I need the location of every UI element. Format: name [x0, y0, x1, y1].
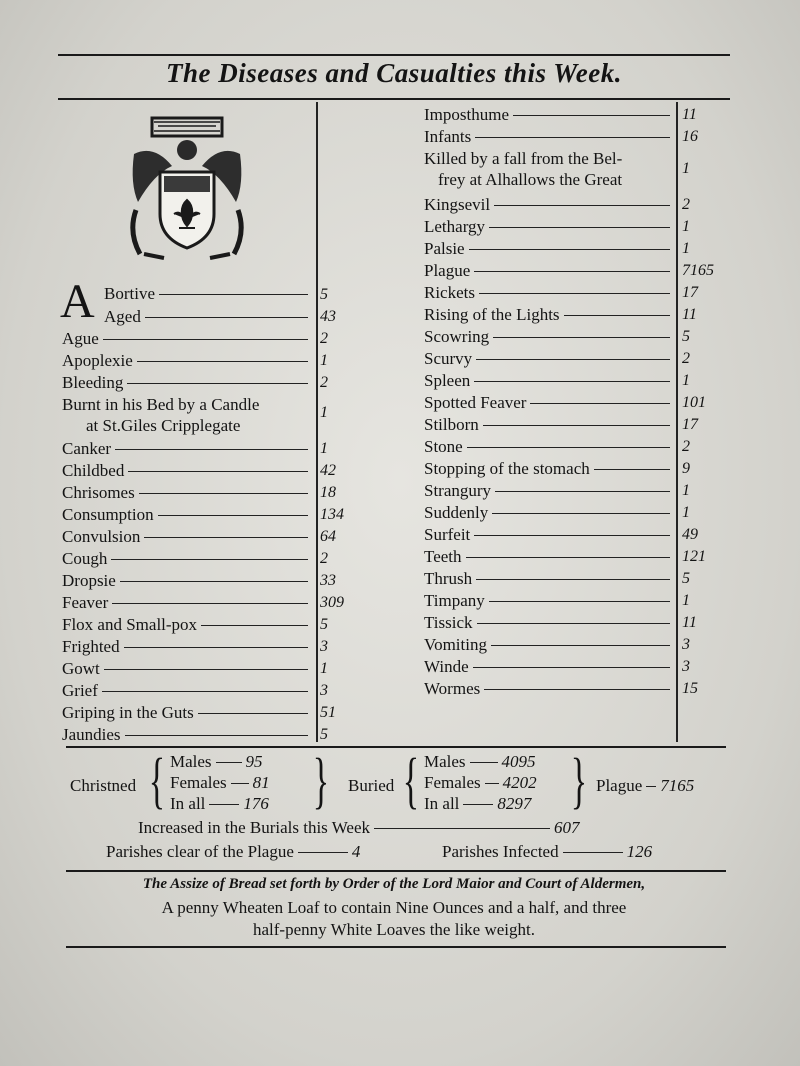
buried-total: In all 8297 — [424, 794, 532, 813]
disease-name: Teeth — [424, 547, 462, 566]
disease-entry-right-0 — [424, 104, 674, 126]
disease-name: Cough — [62, 549, 108, 568]
count-right-5: 1 — [682, 240, 690, 257]
count-right-24: 3 — [682, 658, 690, 675]
count-right-21: 1 — [682, 592, 690, 609]
disease-name: Consumption — [62, 505, 154, 524]
disease-entry-right-21 — [424, 590, 674, 612]
disease-entry-left-0 — [104, 306, 312, 328]
count-right-9: 5 — [682, 328, 690, 345]
disease-name: Childbed — [62, 461, 125, 480]
disease-name: Scowring — [424, 327, 490, 346]
christened-right-brace: } — [312, 747, 330, 815]
assize-heading: The Assize of Bread set forth by Order of the Lord Maior and Court of Aldermen, — [142, 876, 646, 892]
disease-name: Convulsion — [62, 527, 141, 546]
disease-entry-left-10 — [62, 548, 312, 570]
count-left-14: 3 — [320, 638, 328, 655]
buried-label: Buried — [348, 776, 395, 795]
disease-entry-left-18 — [62, 724, 312, 746]
count-left-12: 309 — [320, 594, 344, 611]
count-right-11: 1 — [682, 372, 690, 389]
disease-name: Scurvy — [424, 349, 473, 368]
disease-entry-right-5 — [424, 238, 674, 260]
count-right-1: 16 — [682, 128, 698, 145]
count-left-16: 3 — [320, 682, 328, 699]
count-right-18: 49 — [682, 526, 698, 543]
disease-entry-right-14 — [424, 436, 674, 458]
disease-name: Gowt — [62, 659, 100, 678]
count-right-12: 101 — [682, 394, 706, 411]
christened-label: Christned — [70, 776, 137, 795]
count-right-20: 5 — [682, 570, 690, 587]
disease-name: Chrisomes — [62, 483, 135, 502]
count-left-2: 1 — [320, 352, 328, 369]
count-right-16: 1 — [682, 482, 690, 499]
disease-name: Aged — [104, 307, 141, 326]
count-left-3: 2 — [320, 374, 328, 391]
disease-entry-right-10 — [424, 348, 674, 370]
disease-name-line1: Killed by a fall from the Bel- — [424, 149, 623, 168]
disease-name: Frighted — [62, 637, 120, 656]
disease-name: Timpany — [424, 591, 485, 610]
disease-name: Dropsie — [62, 571, 116, 590]
top-rule — [58, 54, 730, 56]
disease-entry-right-2 — [424, 148, 674, 190]
count-right-10: 2 — [682, 350, 690, 367]
count-right-14: 2 — [682, 438, 690, 455]
disease-entry-right-11 — [424, 370, 674, 392]
disease-name: Stopping of the stomach — [424, 459, 590, 478]
count-right-23: 3 — [682, 636, 690, 653]
disease-entry-right-25 — [424, 678, 674, 700]
disease-entry-right-23 — [424, 634, 674, 656]
disease-entry-right-8 — [424, 304, 674, 326]
burials-increase: Increased in the Burials this Week 607 — [138, 818, 580, 837]
disease-name: Ague — [62, 329, 99, 348]
bottom-rule — [66, 946, 726, 948]
christened-males: Males 95 — [170, 752, 263, 771]
count-right-8: 11 — [682, 306, 697, 323]
disease-entry-right-9 — [424, 326, 674, 348]
disease-entry-left-6 — [62, 460, 312, 482]
disease-entry-right-20 — [424, 568, 674, 590]
count-right-2: 1 — [682, 160, 690, 177]
disease-entry-right-15 — [424, 458, 674, 480]
parishes-infected: Parishes Infected 126 — [442, 842, 653, 861]
parishes-clear: Parishes clear of the Plague 4 — [106, 842, 361, 861]
count-left-17: 51 — [320, 704, 336, 721]
disease-entry-right-6 — [424, 260, 674, 282]
disease-name: Strangury — [424, 481, 492, 500]
count-left-13: 5 — [320, 616, 328, 633]
buried-right-brace: } — [570, 747, 588, 815]
disease-entry-left-4 — [62, 394, 312, 436]
count-left-1: 2 — [320, 330, 328, 347]
count-left-10: 2 — [320, 550, 328, 567]
count-right-3: 2 — [682, 196, 690, 213]
disease-entry-right-16 — [424, 480, 674, 502]
disease-entry-right-17 — [424, 502, 674, 524]
disease-name: Surfeit — [424, 525, 471, 544]
title-underline — [58, 98, 730, 100]
disease-entry-left-7 — [62, 482, 312, 504]
disease-entry-left-15 — [62, 658, 312, 680]
disease-name: Stone — [424, 437, 463, 456]
disease-name: Tissick — [424, 613, 473, 632]
disease-entry-left-17 — [62, 702, 312, 724]
count-right-4: 1 — [682, 218, 690, 235]
count-left-11: 33 — [320, 572, 336, 589]
disease-entry-right-22 — [424, 612, 674, 634]
count-left-9: 64 — [320, 528, 336, 545]
disease-entry-right-13 — [424, 414, 674, 436]
disease-name-line1: Burnt in his Bed by a Candle — [62, 395, 260, 414]
disease-name: Plague — [424, 261, 471, 280]
count-left-7: 18 — [320, 484, 336, 501]
count-right-25: 15 — [682, 680, 698, 697]
count-abortive: 5 — [320, 286, 328, 303]
disease-name: Feaver — [62, 593, 109, 612]
disease-name-line2: at St.Giles Cripplegate — [86, 416, 241, 435]
disease-name: Jaundies — [62, 725, 121, 744]
count-right-15: 9 — [682, 460, 690, 477]
disease-name: Kingsevil — [424, 195, 491, 214]
disease-name: Suddenly — [424, 503, 489, 522]
disease-entry-left-3 — [62, 372, 312, 394]
disease-name: Winde — [424, 657, 469, 676]
disease-name: Imposthume — [424, 105, 509, 124]
disease-name: Palsie — [424, 239, 465, 258]
disease-entry-right-4 — [424, 216, 674, 238]
assize-line-2: half-penny White Loaves the like weight. — [253, 920, 535, 939]
assize-line-1: A penny Wheaten Loaf to contain Nine Ounces and a half, and three — [161, 898, 627, 917]
drop-cap: A — [60, 275, 95, 328]
count-right-6: 7165 — [682, 262, 714, 279]
disease-name: Grief — [62, 681, 98, 700]
disease-name: Flox and Small-pox — [62, 615, 198, 634]
disease-name: Thrush — [424, 569, 473, 588]
count-left-18: 5 — [320, 726, 328, 743]
disease-name: Spleen — [424, 371, 471, 390]
disease-entry-left-8 — [62, 504, 312, 526]
disease-entry-left-2 — [62, 350, 312, 372]
bill-sheet — [58, 54, 730, 952]
disease-name-line2: frey at Alhallows the Great — [438, 170, 623, 189]
disease-entry-right-3 — [424, 194, 674, 216]
column-divider — [316, 102, 318, 742]
disease-entry-left-11 — [62, 570, 312, 592]
disease-entry-left-9 — [62, 526, 312, 548]
disease-name: Spotted Feaver — [424, 393, 527, 412]
christened-total: In all 176 — [170, 794, 269, 813]
count-right-7: 17 — [682, 284, 698, 301]
count-left-15: 1 — [320, 660, 328, 677]
disease-entry-right-19 — [424, 546, 674, 568]
disease-entry-right-12 — [424, 392, 674, 414]
count-left-0: 43 — [320, 308, 336, 325]
disease-entry-left-5 — [62, 438, 312, 460]
page-title: The Diseases and Casualties this Week. — [165, 58, 623, 88]
count-left-8: 134 — [320, 506, 344, 523]
count-right-17: 1 — [682, 504, 690, 521]
disease-entry-left-1 — [62, 328, 312, 350]
count-right-19: 121 — [682, 548, 706, 565]
count-right-13: 17 — [682, 416, 698, 433]
buried-females: Females 4202 — [424, 773, 537, 792]
plague-total: Plague 7165 — [596, 776, 695, 795]
buried-left-brace: { — [402, 747, 420, 815]
disease-entry-left-13 — [62, 614, 312, 636]
count-right-22: 11 — [682, 614, 697, 631]
disease-name: Rickets — [424, 283, 475, 302]
count-left-6: 42 — [320, 462, 336, 479]
disease-name: Canker — [62, 439, 112, 458]
disease-name: Lethargy — [424, 217, 486, 236]
disease-name: Rising of the Lights — [424, 305, 560, 324]
count-left-4: 1 — [320, 404, 328, 421]
disease-name: Griping in the Guts — [62, 703, 194, 722]
disease-entry-right-18 — [424, 524, 674, 546]
count-right-0: 11 — [682, 106, 697, 123]
christened-left-brace: { — [148, 747, 166, 815]
disease-entry-left-12 — [62, 592, 312, 614]
disease-name: Apoplexie — [62, 351, 133, 370]
disease-name: Wormes — [424, 679, 481, 698]
disease-entry-right-24 — [424, 656, 674, 678]
buried-males: Males 4095 — [424, 752, 536, 771]
disease-entry-right-1 — [424, 126, 674, 148]
christened-females: Females 81 — [170, 773, 270, 792]
count-left-5: 1 — [320, 440, 328, 457]
disease-name: Stilborn — [424, 415, 479, 434]
disease-entry-left-16 — [62, 680, 312, 702]
assize-top-rule — [66, 870, 726, 872]
disease-name: Bleeding — [62, 373, 124, 392]
disease-name: Infants — [424, 127, 472, 146]
disease-name: Vomiting — [424, 635, 487, 654]
right-column-rule — [676, 102, 678, 742]
disease-entry-left-14 — [62, 636, 312, 658]
disease-entry-abortive: Bortive — [104, 283, 312, 305]
disease-entry-right-7 — [424, 282, 674, 304]
coat-of-arms-icon — [124, 114, 250, 264]
